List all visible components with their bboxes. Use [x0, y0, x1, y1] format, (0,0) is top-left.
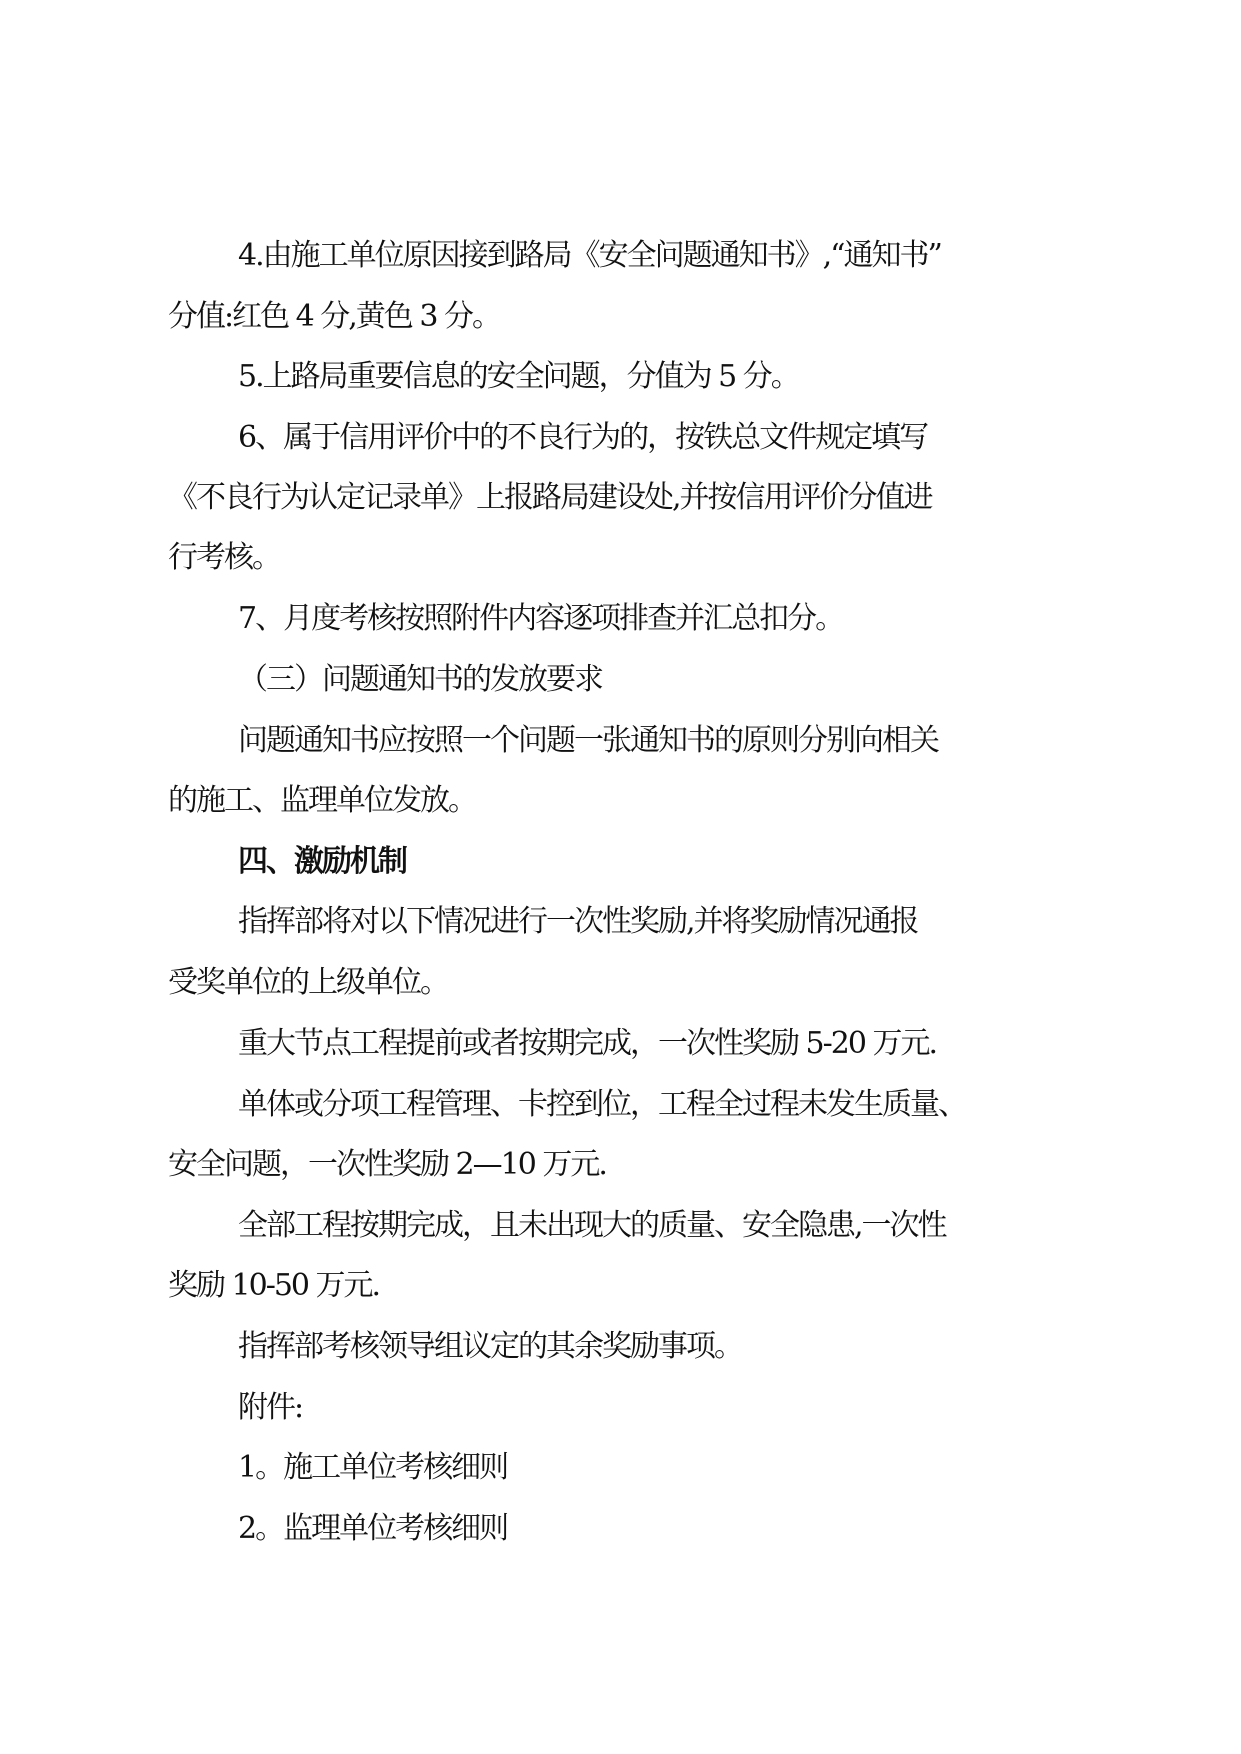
paragraph-line: 7、月度考核按照附件内容逐项排查并汇总扣分。	[238, 601, 844, 636]
paragraph-line: 问题通知书应按照一个问题一张通知书的原则分别向相关	[238, 723, 938, 758]
paragraph-line: 5.上路局重要信息的安全问题，分值为 5 分。	[238, 359, 799, 394]
paragraph-line: 受奖单位的上级单位。	[168, 965, 448, 1000]
paragraph-line: 单体或分项工程管理、卡控到位，工程全过程未发生质量、	[238, 1087, 966, 1122]
paragraph-line: 分值:红色 4 分,黄色 3 分。	[168, 299, 500, 334]
paragraph-line: 6、属于信用评价中的不良行为的，按铁总文件规定填写	[238, 420, 928, 455]
paragraph-line: 安全问题，一次性奖励 2—10 万元.	[168, 1147, 606, 1182]
paragraph-line: 奖励 10-50 万元.	[168, 1268, 380, 1303]
paragraph-line: 4.由施工单位原因接到路局《安全问题通知书》,“通知书”	[238, 238, 941, 273]
paragraph-line: 行考核。	[168, 540, 280, 575]
paragraph-line: 全部工程按期完成，且未出现大的质量、安全隐患,一次性	[238, 1208, 946, 1243]
paragraph-line: 指挥部考核领导组议定的其余奖励事项。	[238, 1329, 742, 1364]
subsection-heading: （三）问题通知书的发放要求	[238, 662, 602, 697]
attachment-label: 附件:	[238, 1390, 303, 1425]
paragraph-line: 指挥部将对以下情况进行一次性奖励,并将奖励情况通报	[238, 904, 918, 939]
paragraph-line: 的施工、监理单位发放。	[168, 783, 476, 818]
paragraph-line: 重大节点工程提前或者按期完成，一次性奖励 5-20 万元.	[238, 1026, 937, 1061]
section-heading: 四、激励机制	[238, 844, 406, 879]
attachment-item: 2。监理单位考核细则	[238, 1511, 508, 1546]
paragraph-line: 《不良行为认定记录单》上报路局建设处,并按信用评价分值进	[168, 480, 932, 515]
attachment-item: 1。施工单位考核细则	[238, 1450, 508, 1485]
